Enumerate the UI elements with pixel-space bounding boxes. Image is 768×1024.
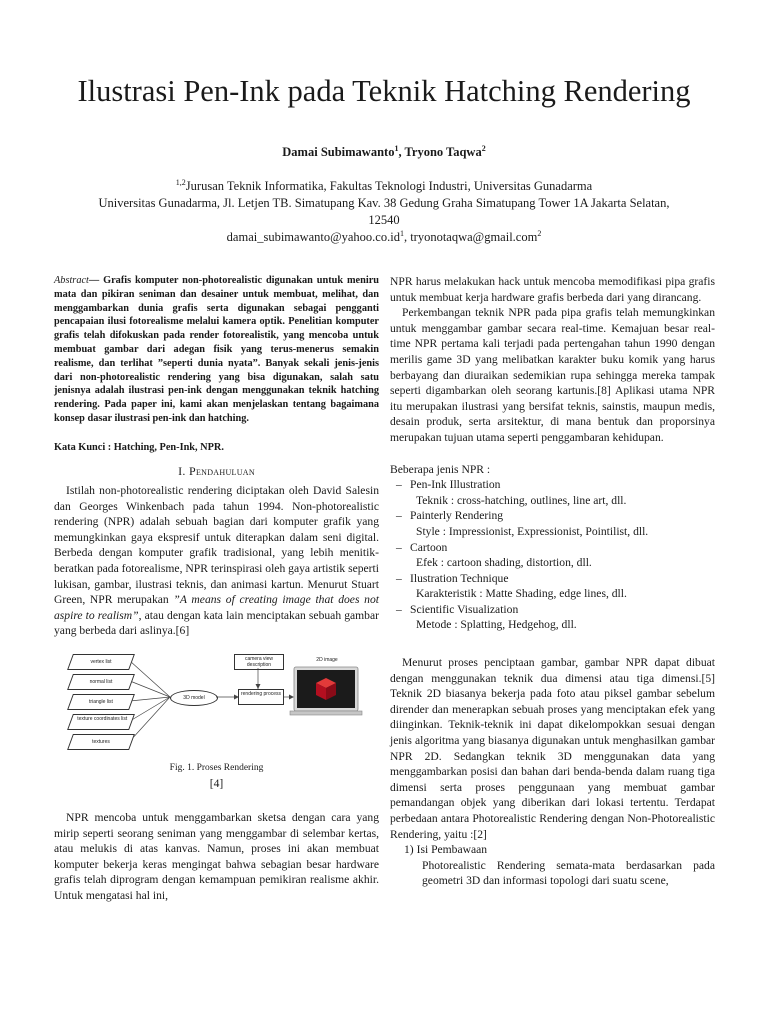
node-rendering-process: rendering process: [238, 689, 284, 705]
dash-marker: –: [396, 540, 402, 554]
list-item-detail: Metode : Splatting, Hedgehog, dll.: [416, 618, 577, 632]
abstract-lead: Abstract: [54, 275, 89, 286]
list-item-name: Scientific Visualization: [410, 602, 519, 616]
affiliation-line-3: 12540: [368, 213, 400, 227]
monitor-base: [290, 711, 362, 715]
abstract-text: Grafis komputer non-photorealistic digunakan untuk meniru mata dan pikiran seniman dan desainer untuk membuat, melihat, dan menggambarkan dunia grafis serta digunakan sebagai pengganti pencapaian ilusi fotorealisme melalui kamera optik. Penelitian komputer grafis telah difokuskan pada render fotorealistik, yang mencoba untuk membuat gambar dari adegan fisik yang terus-menerus semakin realisme, dan terlihat ”seperti dunia nyata”. Banyak sekali jenis-jenis dari non-photorealistic rendering yang bisa digunakan, salah satu jenisnya adalah ilustrasi pen-ink dengan menggunakan teknik hatching rendering. Pada paper ini, kami akan menjelaskan tentang bagaimana konsep dasar ilustrasi pen-ink dan hatching.: [54, 275, 379, 424]
node-label: texture coordinates list: [77, 715, 128, 722]
intro-paragraph-2: NPR mencoba untuk menggambarkan sketsa dengan cara yang mirip seperti seorang seniman yang menggambar di selembar kertas, atau melukis di atas kanvas. Namun, proses ini akan membuat komputer bekerja keras mengingat bahwa sebagian besar hardware grafis telah diprogram dengan kemampuan pemikiran realisme akhir. Untuk mengatasi hal ini,: [54, 811, 379, 903]
dash-marker: –: [396, 571, 402, 585]
author-1: Damai Subimawanto: [282, 145, 395, 159]
email-sep: ,: [403, 230, 411, 244]
email-2[interactable]: tryonotaqwa@gmail.com: [410, 230, 538, 244]
affiliation-text-1: Jurusan Teknik Informatika, Fakultas Teknologi Industri, Universitas Gunadarma: [185, 179, 593, 193]
list-item-name: Pen-Ink Illustration: [410, 478, 501, 492]
node-camera-view: camera view description: [234, 654, 284, 670]
intro-paragraph-1: [54, 483, 379, 639]
abstract-dash: —: [88, 275, 104, 286]
enum-text: Photorealistic Rendering semata-mata berdasarkan pada geometri 3D dan informasi topologi dari suatu scene,: [422, 858, 715, 888]
node-triangle-list: [67, 694, 135, 710]
list-item-detail: Karakteristik : Matte Shading, edge lines, dll.: [416, 587, 627, 601]
right-column: [390, 274, 715, 889]
enum-title: Isi Pembawaan: [416, 843, 488, 857]
list-item-name: Ilustration Technique: [410, 571, 509, 585]
section-heading: [54, 464, 379, 480]
list-item-name: Painterly Rendering: [410, 509, 504, 523]
node-label: triangle list: [89, 698, 113, 705]
figure-rendering-process: [54, 653, 379, 755]
email-1[interactable]: damai_subimawanto@yahoo.co.id: [226, 230, 400, 244]
node-label: vertex list: [90, 658, 112, 665]
intro-quote: ”A means of creating image that does not aspire to realism”: [54, 593, 379, 622]
dash-marker: –: [396, 509, 402, 523]
node-vertex-list: [67, 654, 135, 670]
right-paragraph-1: NPR harus melakukan hack untuk mencoba memodifikasi pipa grafis untuk membuat kerja hardware grafis berbeda dari yang dirancang.: [390, 275, 715, 304]
spacer: [54, 792, 379, 810]
node-3d-model: 3D model: [170, 690, 218, 706]
list-item: [390, 571, 715, 602]
paper-title: Ilustrasi Pen-Ink pada Teknik Hatching Rendering: [77, 74, 691, 108]
author-2: Tryono Taqwa: [404, 145, 482, 159]
list-item: [390, 602, 715, 633]
author-2-sup: 2: [481, 144, 486, 153]
email-1-sup: 1: [399, 229, 404, 238]
list-item: [390, 540, 715, 571]
left-column: [54, 274, 379, 904]
list-item-detail: Teknik : cross-hatching, outlines, line art, dll.: [416, 493, 627, 507]
intro-p1-text-a: Istilah non-photorealistic rendering diciptakan oleh David Salesin dan Georges Winkenbach pada tahun 1994. Non-photorealistic rendering (NPR) adalah sebuah bagian dari komputer grafik yang memungkinkan gaya ekspresif untuk diterapkan dalam seni digital. Berbeda dengan komputer grafik tradisional, yang lebih menitik-beratkan pada fotorealisme, NPR terinspirasi oleh gaya artistik seperti lukisan, gambar, ilustrasi teknis, dan animasi kartun. Menurut Stuart Green, NPR merupakan: [54, 483, 379, 607]
section-name: Pendahuluan: [188, 464, 255, 479]
node-normal-list: [67, 674, 135, 690]
abstract: [54, 274, 379, 426]
affiliation-line-2: Universitas Gunadarma, Jl. Letjen TB. Simatupang Kav. 38 Gedung Graha Simatupang Tower 1A Jakarta Selatan,: [98, 196, 670, 210]
section-number: I.: [178, 464, 189, 479]
figure-reference: [4]: [209, 777, 224, 791]
right-paragraph-2: Perkembangan teknik NPR pada pipa grafis telah memungkinkan untuk menggambar gambar secara real-time. Kemajuan besar real-time NPR pertama kali terjadi pada pertengahan tahun 1990 dengan merilis game 3D yang melibatkan karakter buku komik yang harus berbayang dan diuraikan sedemikian rupa sehingga mereka tampak seperti digambarkan oleh seorang kartunis.[8] Aplikasi utama NPR itu merupakan ilustrasi yang bersifat teknis, sainstis, maupun medis, desain produk, serta arsitektur, di mana bentuk dan proporsinya merupakan tujuan utama seperti penggambaran kehidupan.: [390, 306, 715, 444]
right-paragraph-3: Menurut proses penciptaan gambar, gambar NPR dapat dibuat dengan menggunakan teknik dua dimensi atau tiga dimensi.[5] Teknik 2D biasanya bekerja pada foto atau piksel gambar sebelum dirender dan menerapkan sebuah proses yang menciptakan efek yang diinginkan. Teknik-teknik ini dapat dikelompokkan sesuai dengan jenis algoritma yang biasanya digunakan untuk menghasilkan gambar NPR 2D. Sedangkan teknik 3D menggunakan data yang menggambarkan posisi dan bahan dari benda-benda dalam ruang tiga dimensi serta proses penggunaan yang membuat gambar pemandangan objek yang diberikan dari lokasi tertentu. Terdapat perbedaan antara Photorealistic Rendering dengan Non-Photorealistic Rendering, yaitu :[2]: [390, 656, 715, 841]
node-texture-coords-list: [67, 714, 135, 730]
dash-marker: –: [396, 478, 402, 492]
affiliation: [50, 178, 718, 246]
node-label: normal list: [89, 678, 113, 685]
email-2-sup: 2: [537, 229, 542, 238]
list-item-detail: Efek : cartoon shading, distortion, dll.: [416, 556, 592, 570]
affiliation-line-1: [50, 178, 718, 195]
npr-type-list: [390, 477, 715, 633]
npr-list-intro: Beberapa jenis NPR :: [390, 462, 491, 476]
intro-p1-text-b: , atau dengan kata lain menciptakan sebuah gambar yang berbeda dari aslinya.[6]: [54, 608, 379, 638]
enum-item-1: [390, 842, 715, 889]
author-sep: ,: [398, 145, 405, 159]
dash-marker: –: [396, 602, 402, 616]
output-label: 2D image: [316, 656, 338, 663]
enum-label: 1): [404, 843, 414, 857]
email-line: [50, 229, 718, 246]
spacer: [390, 446, 715, 462]
figure-caption: Fig. 1. Proses Rendering: [169, 762, 264, 773]
list-item: [390, 477, 715, 508]
node-textures: [67, 734, 135, 750]
author-list: [0, 145, 768, 160]
author-1-sup: 1: [394, 144, 399, 153]
affiliation-sup: 1,2: [175, 178, 186, 187]
list-item-detail: Style : Impressionist, Expressionist, Pointilist, dll.: [416, 524, 649, 538]
list-item-name: Cartoon: [410, 540, 448, 554]
list-item: [390, 508, 715, 539]
spacer: [390, 633, 715, 655]
keywords: Kata Kunci : Hatching, Pen-Ink, NPR.: [54, 441, 224, 453]
node-label: textures: [92, 738, 110, 745]
